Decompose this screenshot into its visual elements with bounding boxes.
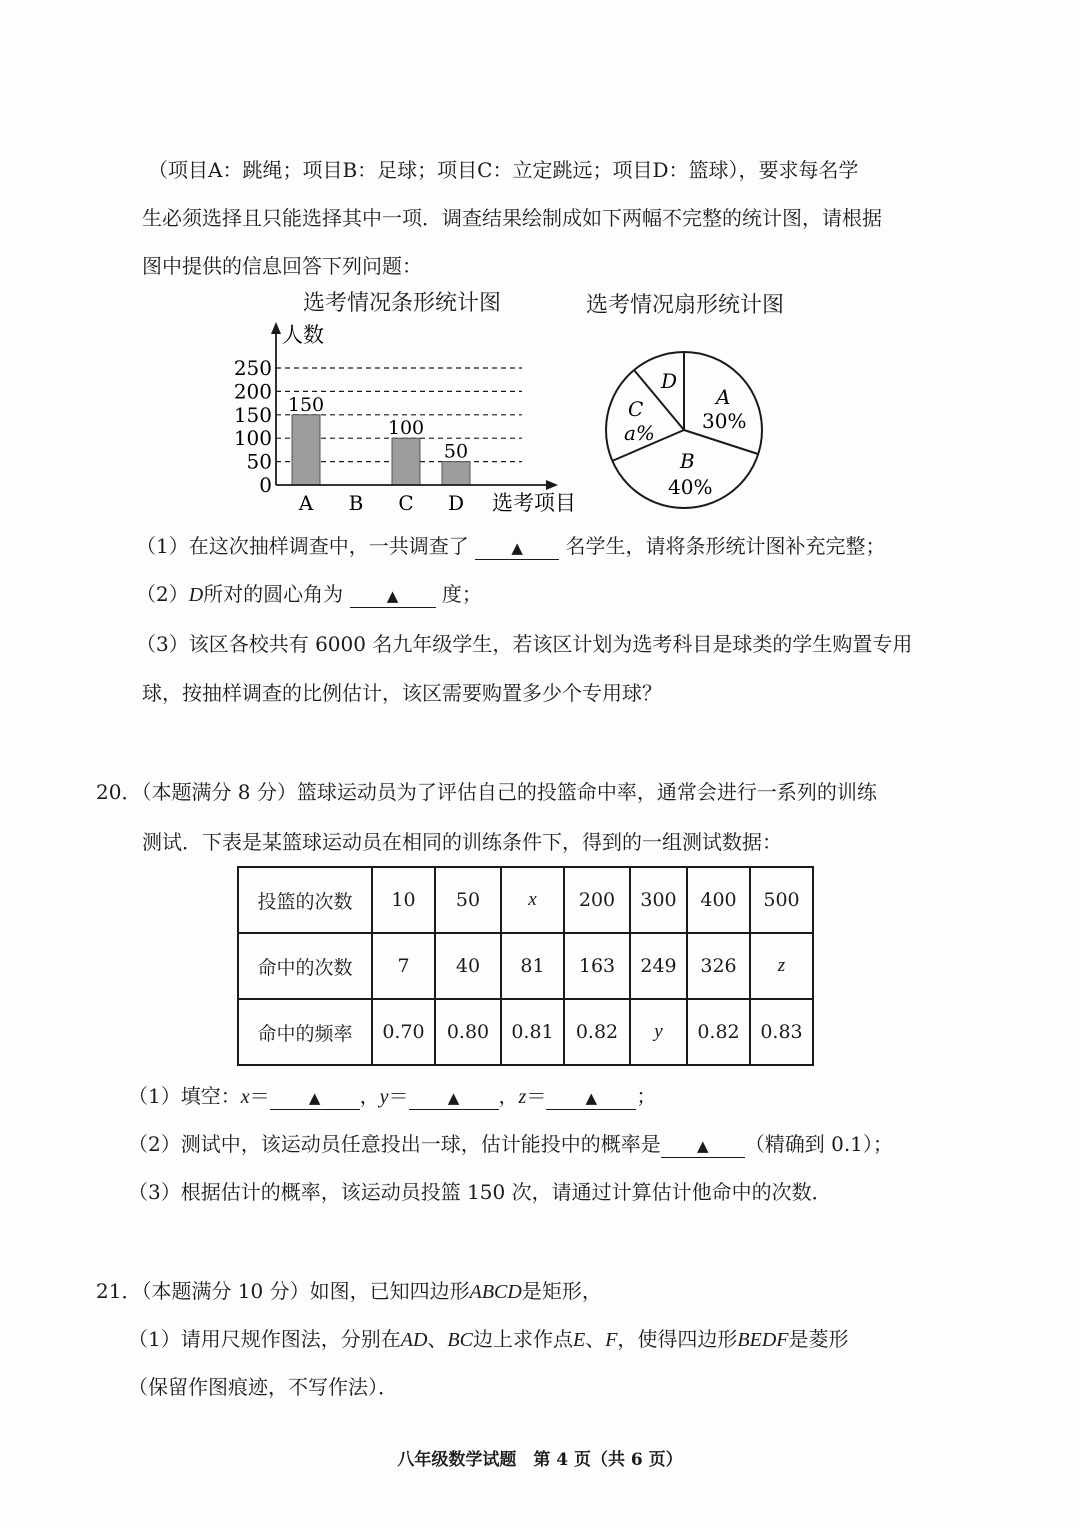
- table-cell: 249: [630, 933, 687, 999]
- q21-sub1-text-c: ，使得四边形: [617, 1327, 738, 1351]
- pie-value-c: a%: [624, 421, 655, 445]
- bar: [392, 438, 420, 485]
- y-tick-label: 250: [233, 356, 272, 380]
- q19-sub3-line-1: （3）该区各校共有 6000 名九年级学生，若该区计划为选考科目是球类的学生购置专用: [136, 632, 913, 656]
- table-cell: 400: [687, 867, 750, 933]
- q19-sub1-text: （1）在这次抽样调查中，一共调查了: [136, 534, 469, 558]
- q20-data-table: [237, 866, 814, 1066]
- bar-chart-title: 选考情况条形统计图: [303, 291, 502, 316]
- q19-sub1-text-after: 名学生，请将条形统计图补充完整；: [565, 534, 886, 558]
- table-cell: 0.81: [501, 999, 564, 1065]
- y-tick-label: 50: [246, 449, 272, 474]
- table-row-header: 命中的次数: [238, 933, 372, 999]
- q21-sub1-text-b: 边上求作点: [472, 1327, 573, 1351]
- blank-marker: ▲: [386, 587, 399, 605]
- q19-sub2-text-after: 度；: [441, 582, 482, 606]
- bar: [292, 415, 320, 485]
- table-cell: 10: [372, 867, 435, 933]
- y-axis-label: 人数: [282, 323, 324, 347]
- var-e: E: [572, 1329, 586, 1351]
- q20-line-2: 测试．下表是某篮球运动员在相同的训练条件下，得到的一组测试数据：: [142, 830, 782, 854]
- var-x: x: [240, 1086, 250, 1108]
- q19-sub2-answer-blank[interactable]: [350, 583, 436, 608]
- table-row-header: 投篮的次数: [238, 867, 372, 933]
- table-row-header: 命中的频率: [238, 999, 372, 1065]
- table-cell: x: [501, 867, 564, 933]
- pie-label-a: A: [716, 385, 731, 409]
- table-cell: z: [750, 933, 813, 999]
- q19-intro-line-1: （项目A：跳绳；项目B：足球；项目C：立定跳远；项目D：篮球），要求每名学: [148, 158, 859, 182]
- table-cell: 500: [750, 867, 813, 933]
- x-tick-label: A: [298, 491, 314, 515]
- x-answer-blank[interactable]: [270, 1085, 360, 1110]
- z-answer-blank[interactable]: [546, 1085, 636, 1110]
- table-cell: 0.80: [435, 999, 501, 1065]
- bar-value-label: 100: [387, 417, 425, 440]
- q19-sub2-prefix: （2）: [136, 582, 189, 606]
- table-cell: 81: [501, 933, 564, 999]
- blank-marker: ▲: [308, 1089, 321, 1107]
- y-answer-blank[interactable]: [409, 1085, 499, 1110]
- pie-value-b: 40%: [668, 475, 713, 499]
- pie-chart-title: 选考情况扇形统计图: [586, 293, 785, 318]
- var-bc: BC: [447, 1329, 473, 1351]
- table-cell: 163: [564, 933, 630, 999]
- comma: ，: [359, 1084, 380, 1108]
- var-f: F: [605, 1329, 618, 1351]
- q19-sub3-line-2: 球，按抽样调查的比例估计，该区需要购置多少个专用球？: [142, 681, 662, 705]
- q20-line-1: 20．（本题满分 8 分）篮球运动员为了评估自己的投篮命中率，通常会进行一系列的训练: [96, 780, 877, 804]
- y-tick-label: 200: [233, 379, 272, 404]
- bar-value-label: 50: [443, 440, 469, 463]
- q21-sub1-text-a: （1）请用尺规作图法，分别在: [128, 1327, 401, 1351]
- table-cell: 0.70: [372, 999, 435, 1065]
- q19-intro-line-3: 图中提供的信息回答下列问题：: [142, 254, 422, 278]
- blank-marker: ▲: [696, 1137, 709, 1155]
- bar-chart: [220, 318, 600, 523]
- table-cell: 0.82: [564, 999, 630, 1065]
- var-ad: AD: [400, 1329, 428, 1351]
- table-cell: 200: [564, 867, 630, 933]
- y-tick-label: 0: [259, 473, 272, 497]
- q19-sub2-var: D: [188, 584, 204, 606]
- q20-sub2-text-after: （精确到 0.1）；: [744, 1132, 893, 1156]
- table-cell: 50: [435, 867, 501, 933]
- table-cell: 300: [630, 867, 687, 933]
- y-tick-label: 150: [233, 402, 272, 427]
- q19-intro-line-2: 生必须选择且只能选择其中一项．调查结果绘制成如下两幅不完整的统计图，请根据: [142, 206, 882, 230]
- equals-sign: ＝: [526, 1084, 547, 1108]
- blank-marker: ▲: [585, 1089, 598, 1107]
- comma: ，: [498, 1084, 519, 1108]
- table-cell: 0.82: [687, 999, 750, 1065]
- q19-sub2: [136, 580, 482, 609]
- x-tick-label: C: [398, 491, 414, 515]
- q20-sub3: （3）根据估计的概率，该运动员投篮 150 次，请通过计算估计他命中的次数．: [128, 1180, 832, 1204]
- q19-sub1: [136, 532, 885, 560]
- pie-value-a: 30%: [702, 409, 747, 433]
- var-abcd: ABCD: [469, 1281, 522, 1303]
- x-tick-label: B: [348, 491, 364, 515]
- pie-chart: [598, 344, 770, 516]
- bar-value-label: 150: [287, 393, 325, 416]
- q21-line-1-text: 21．（本题满分 10 分）如图，已知四边形: [96, 1279, 470, 1303]
- y-tick-label: 100: [233, 426, 272, 451]
- table-cell: 40: [435, 933, 501, 999]
- q21-line-1-text-after: 是矩形，: [521, 1279, 602, 1303]
- q19-sub2-text: 所对的圆心角为: [203, 582, 344, 606]
- x-tick-label: D: [447, 491, 465, 515]
- y-axis-arrow: [271, 322, 281, 334]
- table-row: [238, 999, 813, 1065]
- blank-marker: ▲: [447, 1089, 460, 1107]
- x-axis-label: 选考项目: [492, 491, 576, 515]
- equals-sign: ＝: [388, 1084, 409, 1108]
- q19-sub1-answer-blank[interactable]: [475, 535, 559, 560]
- equals-sign: ＝: [249, 1084, 270, 1108]
- table-row: [238, 933, 813, 999]
- q20-sub2: [128, 1130, 893, 1158]
- table-cell: 0.83: [750, 999, 813, 1065]
- var-bedf: BEDF: [737, 1329, 789, 1351]
- pie-label-c: C: [628, 397, 644, 421]
- pie-label-b: B: [680, 449, 695, 473]
- q21-sub1-line-2: （保留作图痕迹，不写作法）．: [128, 1375, 398, 1399]
- q20-sub1-prefix: （1）填空：: [128, 1084, 241, 1108]
- pie-divider-right: [684, 430, 758, 454]
- table-cell: y: [630, 999, 687, 1065]
- q21-line-1: [96, 1277, 602, 1306]
- q20-sub1: [128, 1082, 656, 1111]
- q20-sub2-answer-blank[interactable]: [661, 1133, 745, 1158]
- table-cell: 7: [372, 933, 435, 999]
- page-footer: 八年级数学试题 第 4 页（共 6 页）: [397, 1450, 683, 1470]
- separator: 、: [585, 1327, 606, 1351]
- var-y: y: [379, 1086, 389, 1108]
- q21-sub1-text-d: 是菱形: [788, 1327, 849, 1351]
- x-axis-arrow: [546, 480, 558, 490]
- bar: [442, 462, 470, 485]
- q21-sub1-line-1: [128, 1325, 849, 1354]
- table-cell: 326: [687, 933, 750, 999]
- var-z: z: [518, 1086, 527, 1108]
- separator: 、: [427, 1327, 448, 1351]
- semicolon: ；: [636, 1084, 657, 1108]
- q20-sub2-text: （2）测试中，该运动员任意投出一球，估计能投中的概率是: [128, 1132, 661, 1156]
- table-row: [238, 867, 813, 933]
- blank-marker: ▲: [511, 539, 523, 557]
- pie-label-d: D: [661, 369, 678, 393]
